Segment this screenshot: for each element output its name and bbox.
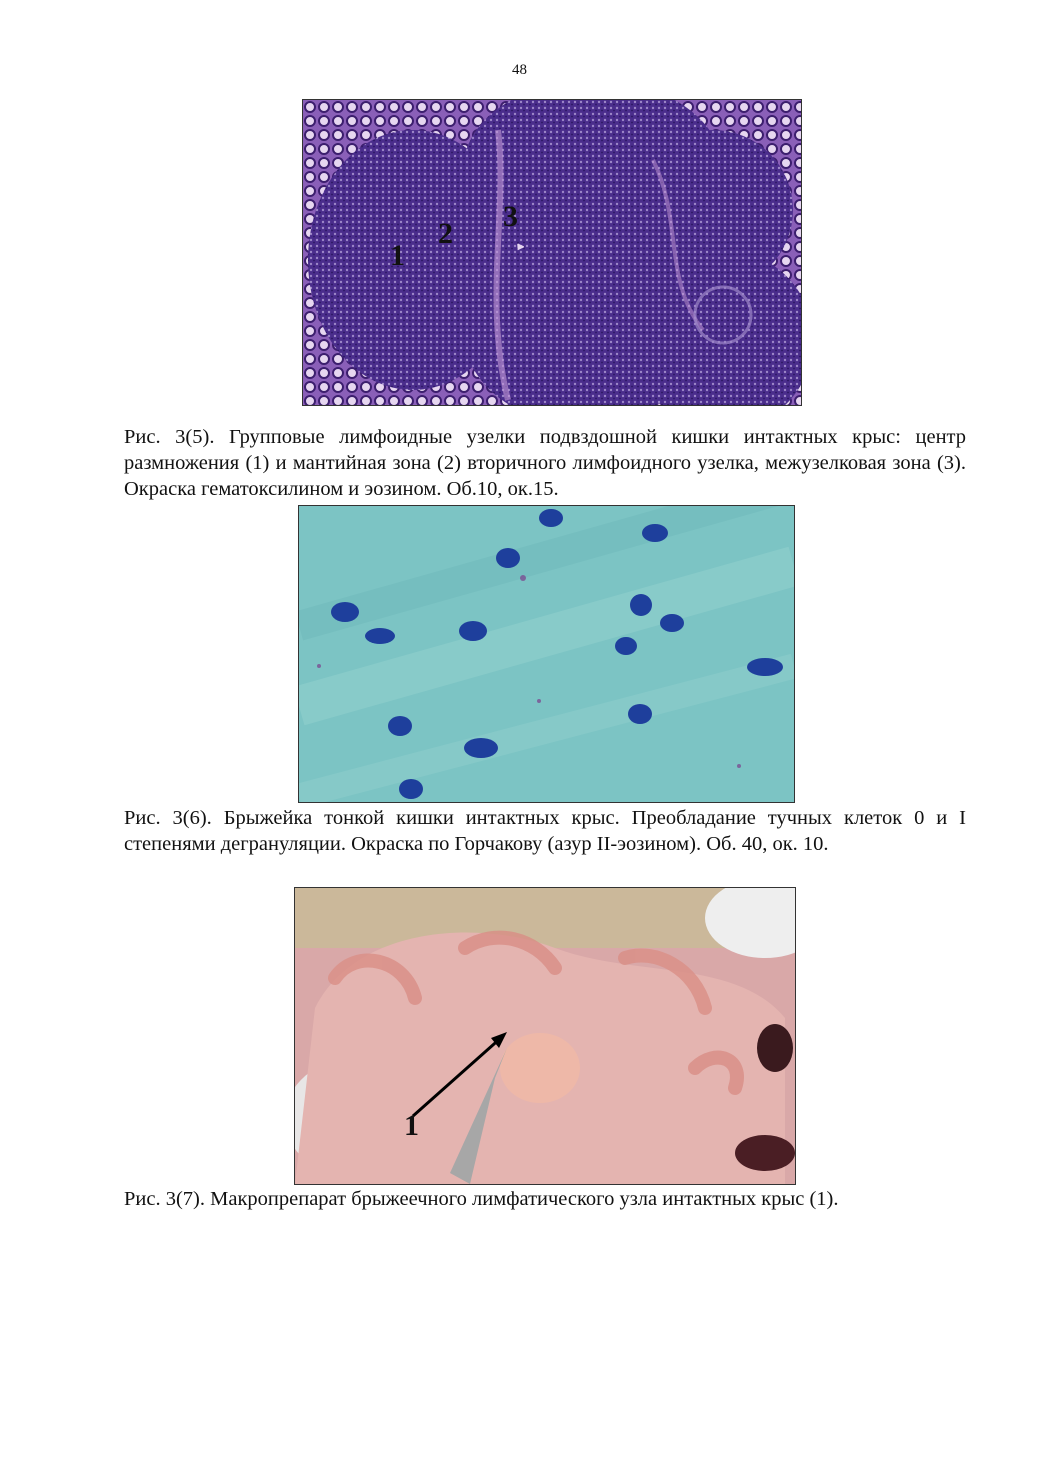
- page-number: 48: [512, 62, 527, 78]
- micrograph-lymphoid-nodules: [302, 99, 802, 406]
- macro-photo-lymph-node: [294, 887, 796, 1185]
- marker-3: 3: [503, 200, 518, 233]
- macro-photo-image: [295, 888, 795, 1184]
- marker-2: 2: [438, 217, 453, 250]
- figure-caption-2: Рис. 3(6). Брыжейка тонкой кишки интактных крыс. Преобладание тучных клеток 0 и I степенями дегрануляции. Окраска по Горчакову (азур II-эозином). Об. 40, ок. 10.: [124, 807, 966, 855]
- figure-caption-3: Рис. 3(7). Макропрепарат брыжеечного лимфатического узла интактных крыс (1).: [124, 1188, 839, 1210]
- marker-1: 1: [404, 1109, 419, 1142]
- micrograph-image: [299, 506, 794, 802]
- micrograph-mast-cells: [298, 505, 795, 803]
- figure-caption-1: Рис. 3(5). Групповые лимфоидные узелки подвздошной кишки интактных крыс: центр размножения (1) и мантийная зона (2) вторичного лимфоидного узелка, межузелковая зона (3). Окраска гематоксилином и эозином. Об.10, ок.15.: [124, 426, 966, 500]
- marker-1: 1: [390, 239, 405, 272]
- micrograph-image: [303, 100, 801, 405]
